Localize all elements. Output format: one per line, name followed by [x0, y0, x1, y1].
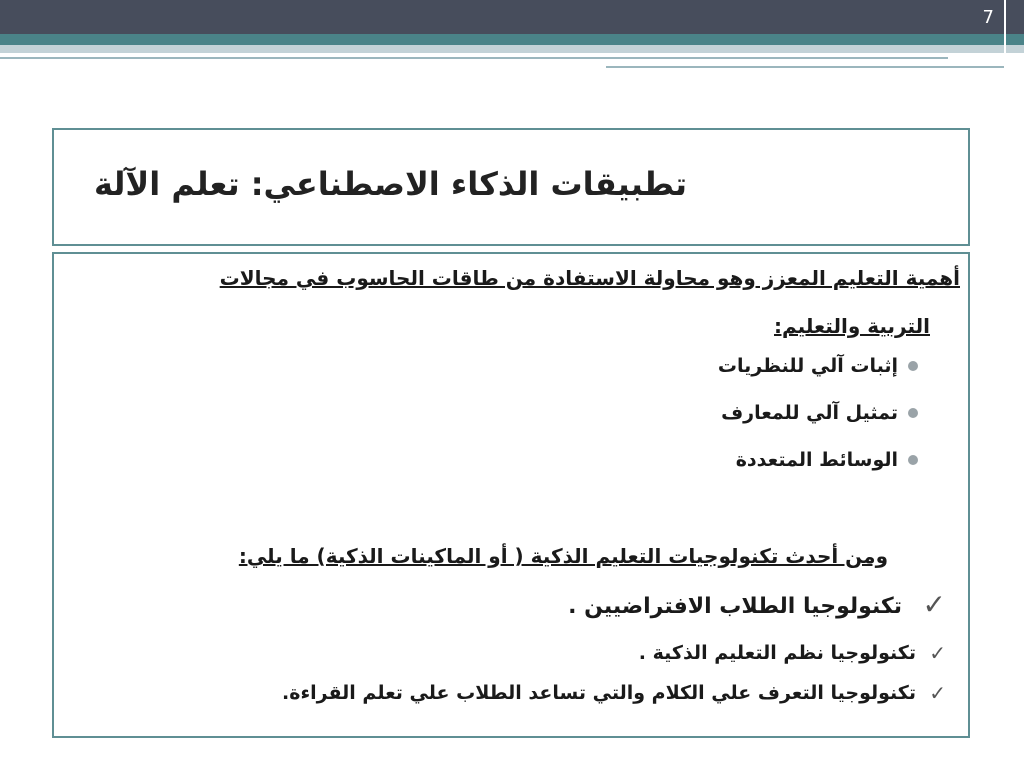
bullet-dot-icon	[908, 361, 918, 371]
subheading: ومن أحدث تكنولوجيات التعليم الذكية ( أو الماكينات الذكية) ما يلي:	[238, 544, 888, 568]
bullet-text: الوسائط المتعددة	[735, 449, 898, 471]
content-box	[52, 252, 970, 738]
list-item	[718, 448, 918, 472]
list-item	[282, 640, 946, 666]
list-item	[718, 401, 918, 425]
check-list	[282, 588, 946, 720]
header-divider	[1004, 0, 1006, 68]
list-item	[718, 354, 918, 378]
header-teal-band	[0, 34, 1024, 45]
bullet-text: إثبات آلي للنظريات	[717, 355, 898, 377]
bullet-list	[718, 354, 918, 495]
slide-number: 7	[982, 7, 994, 28]
check-text: تكنولوجيا الطلاب الافتراضيين .	[568, 594, 902, 619]
list-item	[282, 588, 946, 622]
header-accent-line-short	[606, 66, 1004, 68]
bullet-text: تمثيل آلي للمعارف	[721, 402, 898, 424]
checkmark-icon: ✓	[922, 588, 946, 621]
list-item	[282, 680, 946, 706]
check-text: تكنولوجيا نظم التعليم الذكية .	[638, 642, 916, 664]
header-bar	[0, 0, 1024, 34]
slide-title: تطبيقات الذكاء الاصطناعي: تعلم الآلة	[94, 165, 687, 203]
title-box	[52, 128, 970, 246]
intro-line-2: التربية والتعليم:	[774, 314, 930, 338]
header-accent-line	[0, 57, 948, 59]
checkmark-icon: ✓	[929, 641, 946, 665]
checkmark-icon: ✓	[929, 681, 946, 705]
bullet-dot-icon	[908, 408, 918, 418]
check-text: تكنولوجيا التعرف علي الكلام والتي تساعد الطلاب علي تعلم القراءة.	[282, 682, 916, 704]
header-light-band	[0, 45, 1024, 53]
intro-line-1: أهمية التعليم المعزز وهو محاولة الاستفادة من طاقات الحاسوب في مجالات	[219, 266, 960, 290]
bullet-dot-icon	[908, 455, 918, 465]
